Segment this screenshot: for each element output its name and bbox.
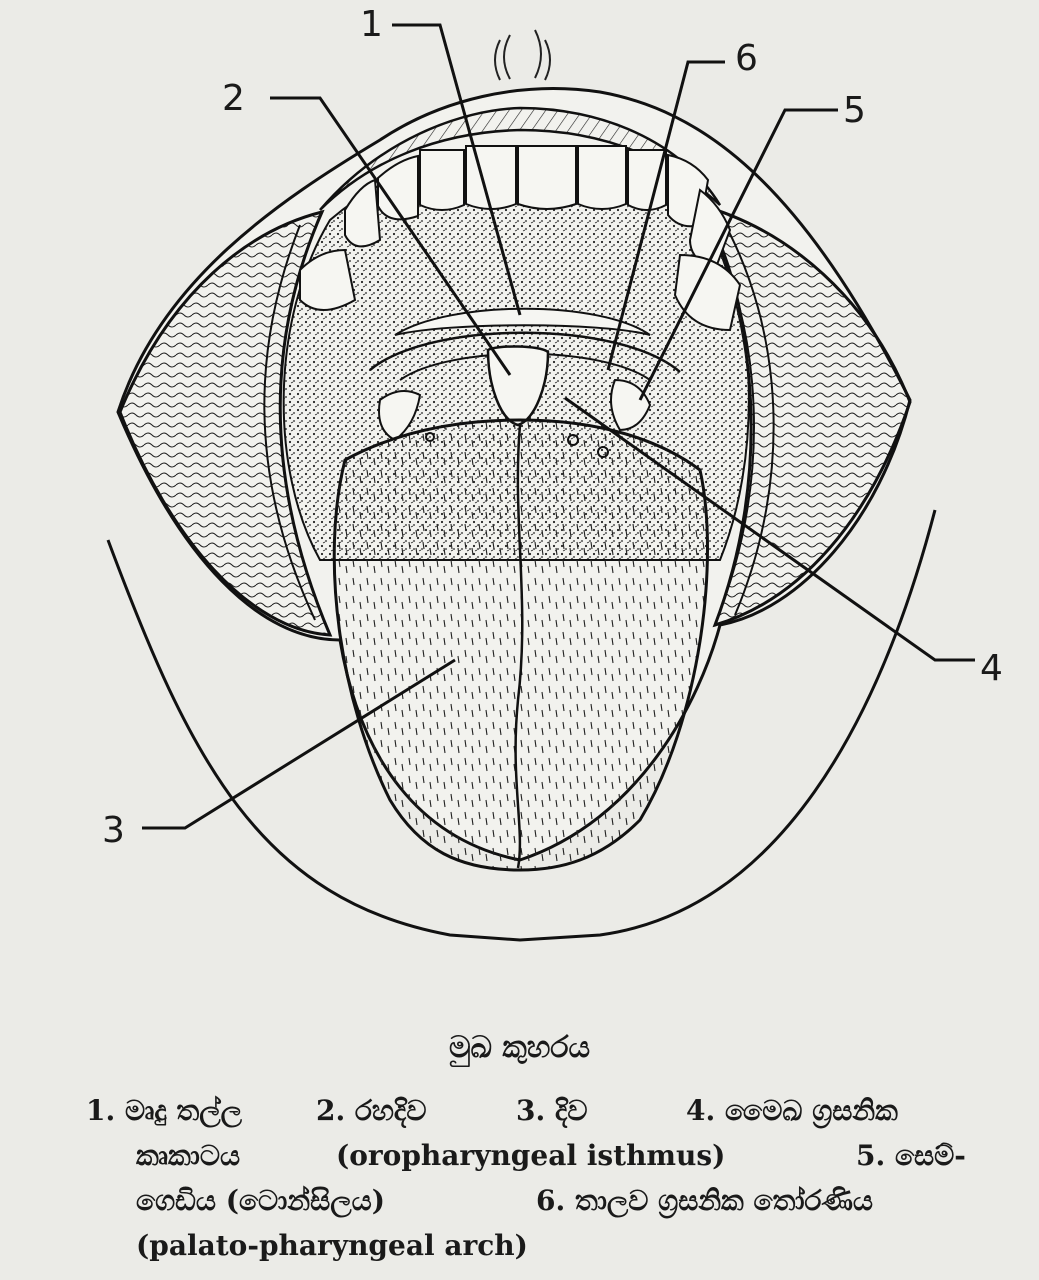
legend-row	[86, 1133, 1016, 1178]
legend-item-5-cont: ගෙඩිය (ටොන්සිලය)	[136, 1184, 385, 1217]
legend-item-4-cont: කෘකාටය	[136, 1139, 241, 1172]
label-2: 2	[222, 78, 245, 119]
label-3: 3	[102, 810, 125, 851]
nose-shading	[495, 30, 550, 80]
legend-item-4-english: (oropharyngeal isthmus)	[336, 1139, 726, 1172]
label-1: 1	[360, 4, 383, 45]
legend-item-1: 1. මෘදු තල්ල	[86, 1094, 242, 1127]
legend-row	[86, 1088, 1016, 1133]
label-4: 4	[980, 648, 1003, 689]
figure-caption: මුඛ කුහරය	[448, 1030, 591, 1065]
legend-item-4: 4. මෛඛ ග්‍රසනික	[686, 1094, 898, 1127]
legend-item-5: 5. සෙම්-	[856, 1139, 966, 1172]
figure-legend	[86, 1088, 1016, 1268]
legend-row	[86, 1223, 1016, 1268]
label-5: 5	[843, 90, 866, 131]
legend-row	[86, 1178, 1016, 1223]
legend-item-3: 3. දිව	[516, 1094, 588, 1127]
legend-item-6-english: (palato-pharyngeal arch)	[136, 1229, 528, 1262]
legend-item-2: 2. රහදිව	[316, 1094, 427, 1127]
label-6: 6	[735, 38, 758, 79]
legend-item-6: 6. තාලව ග්‍රසනික තෝරණිය	[536, 1184, 874, 1217]
